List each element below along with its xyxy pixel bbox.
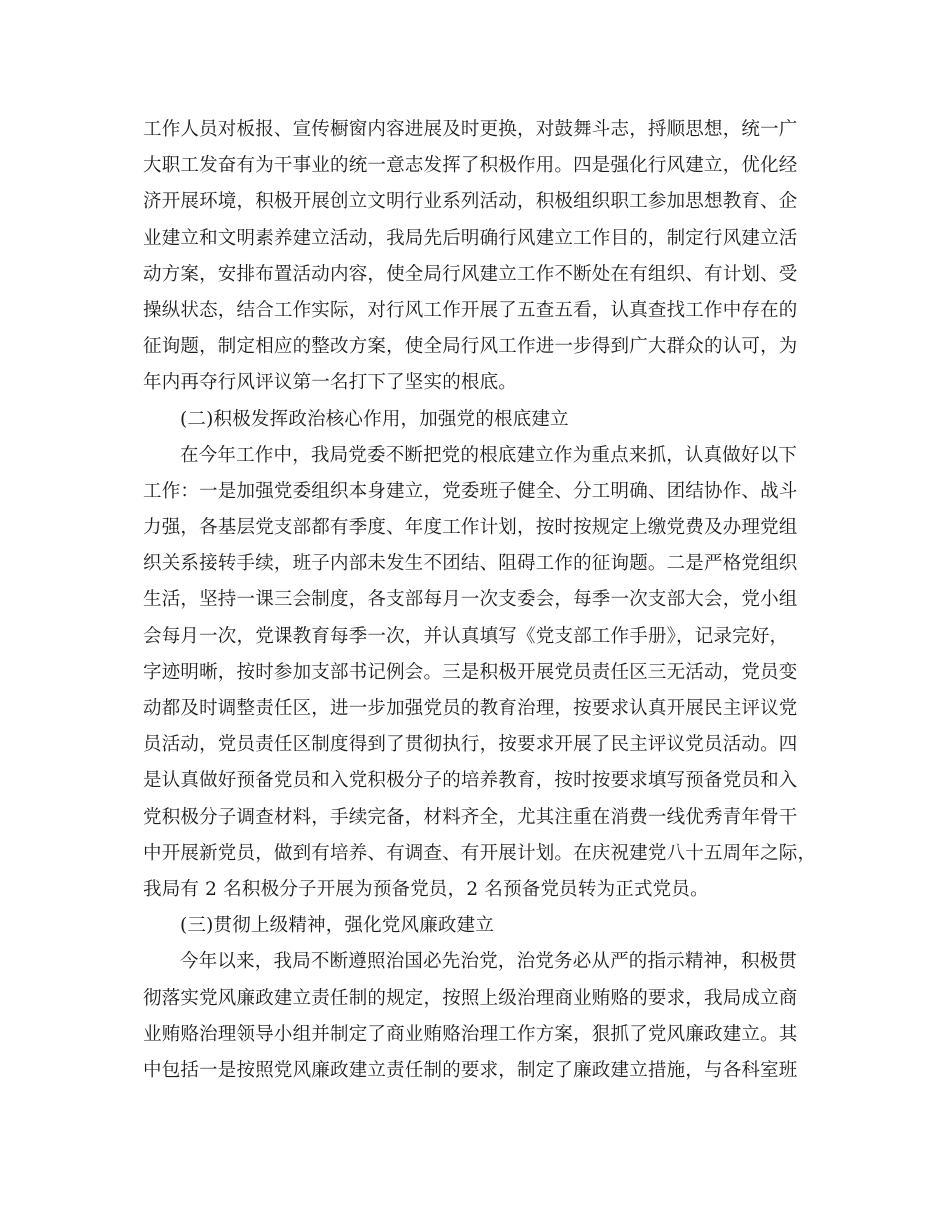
text-line: 党积极分子调查材料，手续完备，材料齐全，尤其注重在消费一线优秀青年骨干 bbox=[143, 806, 798, 828]
text-line: 在今年工作中，我局党委不断把党的根底建立作为重点来抓，认真做好以下 bbox=[180, 444, 798, 466]
text-line: 工作：一是加强党委组织本身建立，党委班子健全、分工明确、团结协作、战斗 bbox=[143, 480, 798, 502]
text-line: 员活动，党员责任区制度得到了贯彻执行，按要求开展了民主评议党员活动。四 bbox=[143, 734, 798, 756]
text-line: 年内再夺行风评议第一名打下了坚实的根底。 bbox=[143, 372, 518, 394]
text-line: 生活，坚持一课三会制度，各支部每月一次支委会，每季一次支部大会，党小组 bbox=[143, 589, 798, 611]
text-line: 动都及时调整责任区，进一步加强党员的教育治理，按要求认真开展民主评议党 bbox=[143, 698, 798, 719]
text-line: 征询题，制定相应的整改方案，使全局行风工作进一步得到广大群众的认可，为 bbox=[143, 336, 798, 358]
text-line: 会每月一次，党课教育每季一次，并认真填写《党支部工作手册》，记录完好， bbox=[143, 625, 789, 647]
text-line: 中开展新党员，做到有培养、有调查、有开展计划。在庆祝建党八十五周年之际， bbox=[143, 842, 817, 864]
text-line: 操纵状态，结合工作实际，对行风工作开展了五查五看，认真查找工作中存在的 bbox=[143, 299, 798, 321]
text-line: 中包括一是按照党风廉政建立责任制的要求，制定了廉政建立措施，与各科室班 bbox=[143, 1059, 798, 1081]
text-line: 今年以来，我局不断遵照治国必先治党，治党务必从严的指示精神，积极贯 bbox=[180, 951, 798, 973]
text-line: 工作人员对板报、宣传橱窗内容进展及时更换，对鼓舞斗志，捋顺思想，统一广 bbox=[143, 119, 798, 140]
text-line: 力强，各基层党支部都有季度、年度工作计划，按时按规定上缴党费及办理党组 bbox=[143, 517, 798, 539]
text-line: 彻落实党风廉政建立责任制的规定，按照上级治理商业贿赂的要求，我局成立商 bbox=[143, 987, 798, 1009]
text-line: 动方案，安排布置活动内容，使全局行风建立工作不断处在有组织、有计划、受 bbox=[143, 263, 798, 285]
text-line: 织关系接转手续，班子内部未发生不团结、阻碍工作的征询题。二是严格党组织 bbox=[143, 553, 798, 575]
document-body bbox=[143, 112, 817, 1089]
text-line: 业贿赂治理领导小组并制定了商业贿赂治理工作方案，狠抓了党风廉政建立。其 bbox=[143, 1023, 798, 1045]
text-line: (二)积极发挥政治核心作用，加强党的根底建立 bbox=[180, 408, 569, 430]
text-line: 业建立和文明素养建立活动，我局先后明确行风建立工作目的，制定行风建立活 bbox=[143, 227, 798, 249]
text-line: 字迹明晰，按时参加支部书记例会。三是积极开展党员责任区三无活动，党员变 bbox=[143, 661, 798, 683]
text-line: 我局有 2 名积极分子开展为预备党员，2 名预备党员转为正式党员。 bbox=[143, 878, 709, 900]
text-line: 是认真做好预备党员和入党积极分子的培养教育，按时按要求填写预备党员和入 bbox=[143, 770, 798, 792]
text-line: 济开展环境，积极开展创立文明行业系列活动，积极组织职工参加思想教育、企 bbox=[143, 191, 798, 213]
text-line: (三)贯彻上级精神，强化党风廉政建立 bbox=[180, 915, 495, 937]
text-line: 大职工发奋有为干事业的统一意志发挥了积极作用。四是强化行风建立，优化经 bbox=[143, 155, 798, 177]
